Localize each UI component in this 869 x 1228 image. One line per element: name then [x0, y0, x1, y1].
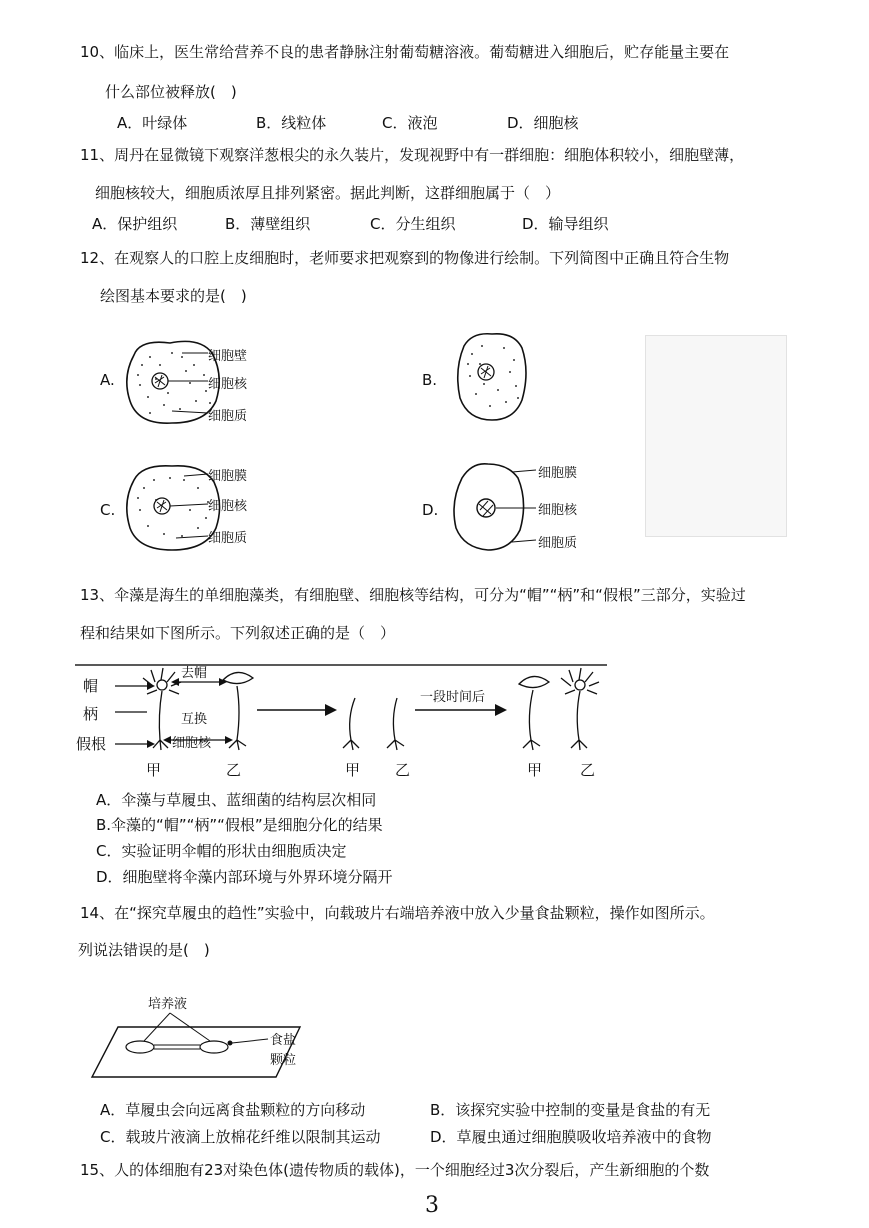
q13-label-after-time: 一段时间后	[420, 690, 486, 705]
q12-fig-b-letter: B.	[422, 371, 438, 389]
q13-stem-line2: 程和结果如下图所示。下列叙述正确的是（ ）	[80, 624, 396, 642]
q10-stem-line1: 10、临床上，医生常给营养不良的患者静脉注射葡萄糖溶液。葡萄糖进入细胞后，贮存能量主要在	[80, 43, 730, 61]
q13-stem-line1: 13、伞藻是海生的单细胞藻类，有细胞壁、细胞核等结构，可分为“帽”“柄”和“假根”三部分，实验过	[80, 586, 746, 604]
q14-option-d: D．草履虫通过细胞膜吸收培养液中的食物	[430, 1128, 712, 1146]
q14-option-c: C．载玻片液滴上放棉花纤维以限制其运动	[100, 1128, 381, 1146]
q10-option-b: B．线粒体	[256, 114, 327, 132]
q13-label-yi-1: 乙	[226, 761, 242, 779]
q11-option-d: D．输导组织	[522, 215, 609, 233]
q12-fig-d-label-nucleus: 细胞核	[538, 503, 578, 518]
q11-stem-line2: 细胞核较大，细胞质浓厚且排列紧密。据此判断，这群细胞属于（ ）	[95, 184, 561, 202]
q12-fig-c-label-nucleus: 细胞核	[208, 499, 248, 514]
bleed-through-residue	[645, 335, 787, 537]
q15-stem-line1: 15、人的体细胞有23对染色体(遗传物质的载体)，一个细胞经过3次分裂后，产生新细胞的个数	[80, 1161, 710, 1179]
q14-option-b: B．该探究实验中控制的变量是食盐的有无	[430, 1101, 711, 1119]
q11-option-b: B．薄壁组织	[225, 215, 311, 233]
q12-fig-c-label-membrane: 细胞膜	[208, 469, 248, 484]
q13-label-swap: 互换	[181, 712, 208, 727]
q13-label-yi-3: 乙	[580, 761, 596, 779]
q13-label-jia-3: 甲	[527, 761, 543, 779]
q14-label-culture: 培养液	[148, 997, 188, 1012]
q12-fig-d-cell	[448, 458, 548, 558]
q13-label-rhizoid: 假根	[76, 735, 107, 753]
q10-option-c: C．液泡	[382, 114, 438, 132]
q11-option-c: C．分生组织	[370, 215, 456, 233]
q12-fig-a-label-wall: 细胞壁	[208, 349, 248, 364]
q10-option-d: D．细胞核	[507, 114, 579, 132]
q12-fig-d-label-cytoplasm: 细胞质	[538, 536, 578, 551]
q12-fig-d-label-membrane: 细胞膜	[538, 466, 578, 481]
q11-option-a: A．保护组织	[92, 215, 178, 233]
q13-label-jia-1: 甲	[146, 761, 162, 779]
q12-fig-a-label-cytoplasm: 细胞质	[208, 409, 248, 424]
q12-fig-a-letter: A.	[100, 371, 115, 389]
q13-label-nucleus: 细胞核	[172, 736, 212, 751]
q13-label-cap: 帽	[83, 677, 99, 695]
q10-option-a: A．叶绿体	[117, 114, 188, 132]
q13-label-yi-2: 乙	[395, 761, 411, 779]
q11-stem-line1: 11、周丹在显微镜下观察洋葱根尖的永久装片，发现视野中有一群细胞：细胞体积较小，细胞壁薄，	[80, 146, 745, 164]
q13-option-b: B.伞藻的“帽”“柄”“假根”是细胞分化的结果	[96, 816, 383, 834]
q14-stem-line1: 14、在“探究草履虫的趋性”实验中，向载玻片右端培养液中放入少量食盐颗粒，操作如图所示。	[80, 904, 715, 922]
q13-option-d: D．细胞壁将伞藻内部环境与外界环境分隔开	[96, 868, 393, 886]
q14-option-a: A．草履虫会向远离食盐颗粒的方向移动	[100, 1101, 366, 1119]
q12-stem-line1: 12、在观察人的口腔上皮细胞时，老师要求把观察到的物像进行绘制。下列简图中正确且符合生物	[80, 249, 730, 267]
q13-option-a: A．伞藻与草履虫、蓝细菌的结构层次相同	[96, 791, 377, 809]
q13-label-remove-cap: 去帽	[181, 666, 208, 681]
q12-stem-line2: 绘图基本要求的是( )	[100, 287, 247, 305]
q12-fig-d-letter: D.	[422, 501, 439, 519]
q13-option-c: C．实验证明伞帽的形状由细胞质决定	[96, 842, 347, 860]
q13-label-stalk: 柄	[83, 705, 99, 723]
q12-fig-a-label-nucleus: 细胞核	[208, 377, 248, 392]
q14-label-salt-1: 食盐	[270, 1033, 297, 1048]
q12-fig-b-cell	[452, 328, 532, 428]
page-number: 3	[425, 1193, 439, 1218]
q10-stem-line2: 什么部位被释放( )	[105, 83, 237, 101]
q14-stem-line2: 列说法错误的是( )	[78, 941, 210, 959]
q12-fig-c-letter: C.	[100, 501, 116, 519]
q14-label-salt-2: 颗粒	[270, 1053, 297, 1068]
q13-label-jia-2: 甲	[345, 761, 361, 779]
q12-fig-c-label-cytoplasm: 细胞质	[208, 531, 248, 546]
